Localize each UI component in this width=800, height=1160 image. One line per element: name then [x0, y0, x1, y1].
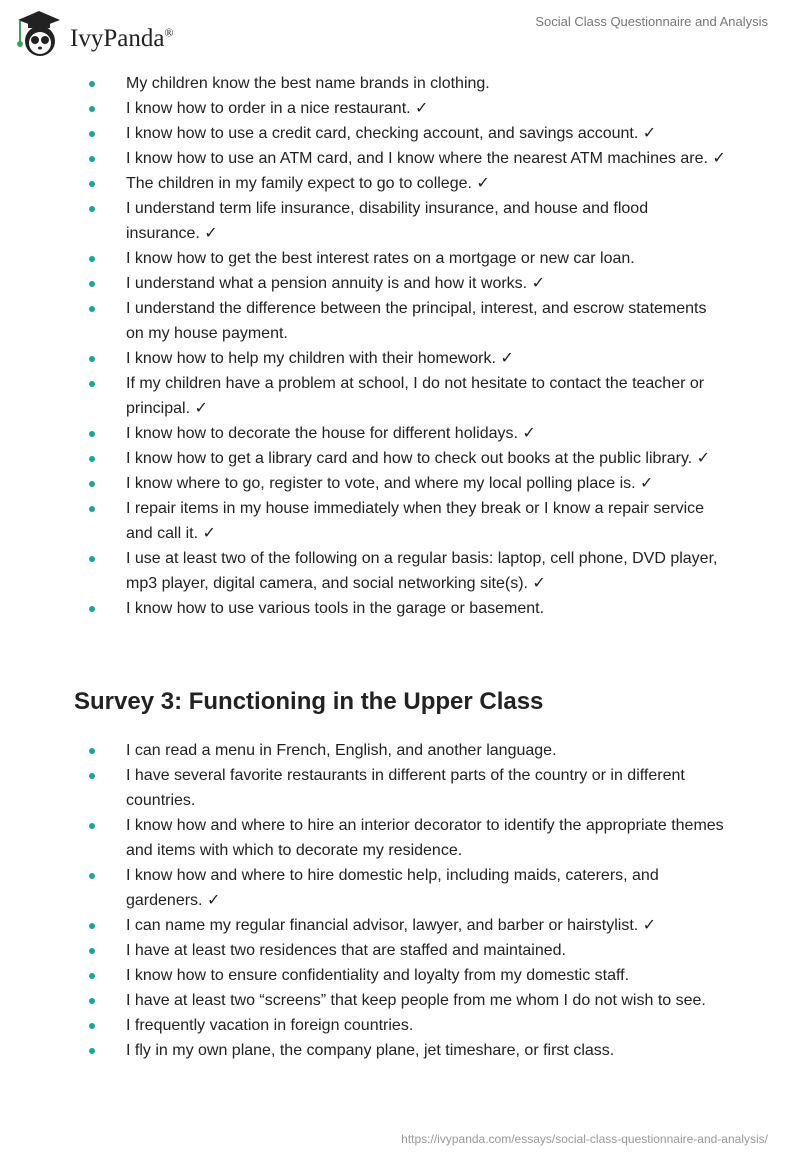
list-item: I know how to use a credit card, checking account, and savings account. ✓	[0, 121, 726, 146]
list-item: I know how and where to hire domestic help, including maids, caterers, and gardeners. ✓	[0, 863, 726, 913]
list-item: My children know the best name brands in clothing.	[0, 71, 726, 96]
survey-3-list	[0, 738, 800, 1063]
list-item: I can read a menu in French, English, and another language.	[0, 738, 726, 763]
list-item: I fly in my own plane, the company plane, jet timeshare, or first class.	[0, 1038, 726, 1063]
list-item: I can name my regular financial advisor, lawyer, and barber or hairstylist. ✓	[0, 913, 726, 938]
section-heading: Survey 3: Functioning in the Upper Class	[74, 688, 544, 715]
list-item: If my children have a problem at school, I do not hesitate to contact the teacher or principal. ✓	[0, 371, 726, 421]
logo-text: IvyPanda®	[70, 25, 174, 52]
list-item: I have at least two residences that are staffed and maintained.	[0, 938, 726, 963]
logo[interactable]	[14, 8, 174, 58]
panda-logo-icon	[14, 8, 64, 58]
list-item: I frequently vacation in foreign countries.	[0, 1013, 726, 1038]
list-item: I know how to decorate the house for different holidays. ✓	[0, 421, 726, 446]
source-url: https://ivypanda.com/essays/social-class-questionnaire-and-analysis/	[401, 1132, 768, 1146]
list-item: I understand the difference between the principal, interest, and escrow statements on my house payment.	[0, 296, 726, 346]
list-item: I know how to help my children with their homework. ✓	[0, 346, 726, 371]
document-title: Social Class Questionnaire and Analysis	[535, 14, 768, 29]
list-item: I know how to get a library card and how to check out books at the public library. ✓	[0, 446, 726, 471]
list-item: I know how to ensure confidentiality and loyalty from my domestic staff.	[0, 963, 726, 988]
list-item: I understand what a pension annuity is and how it works. ✓	[0, 271, 726, 296]
list-item: I have several favorite restaurants in different parts of the country or in different countries.	[0, 763, 726, 813]
list-item: I know how to order in a nice restaurant. ✓	[0, 96, 726, 121]
list-item: I understand term life insurance, disability insurance, and house and flood insurance. ✓	[0, 196, 726, 246]
list-item: I know how and where to hire an interior decorator to identify the appropriate themes and items with which to decorate my residence.	[0, 813, 726, 863]
survey-2-list	[0, 71, 800, 621]
list-item: I know how to use an ATM card, and I know where the nearest ATM machines are. ✓	[0, 146, 726, 171]
list-item: I know how to get the best interest rates on a mortgage or new car loan.	[0, 246, 726, 271]
list-item: I repair items in my house immediately when they break or I know a repair service and call it. ✓	[0, 496, 726, 546]
list-item: I know how to use various tools in the garage or basement.	[0, 596, 726, 621]
list-item: I use at least two of the following on a regular basis: laptop, cell phone, DVD player, mp3 player, digital camera, and social networking site(s). ✓	[0, 546, 726, 596]
list-item: I know where to go, register to vote, and where my local polling place is. ✓	[0, 471, 726, 496]
list-item: The children in my family expect to go to college. ✓	[0, 171, 726, 196]
list-item: I have at least two “screens” that keep people from me whom I do not wish to see.	[0, 988, 726, 1013]
